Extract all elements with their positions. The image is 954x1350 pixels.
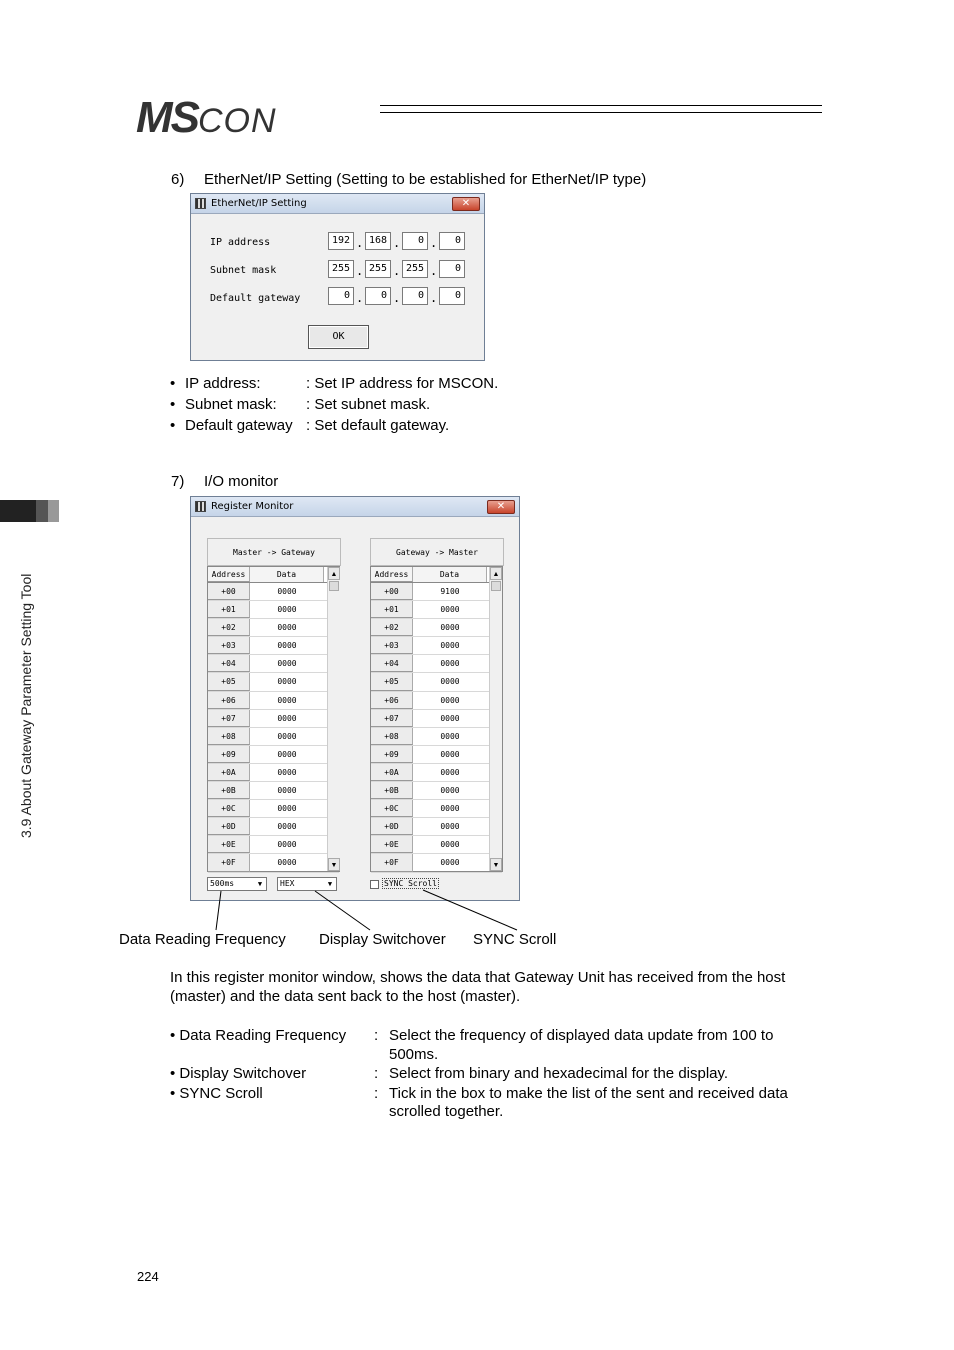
data-cell: 0000 — [440, 659, 460, 669]
data-cell: 0000 — [277, 587, 297, 596]
address-cell[interactable]: +07 — [371, 710, 413, 727]
table-row[interactable] — [371, 764, 502, 782]
data-cell: 0000 — [277, 858, 297, 868]
address-cell[interactable]: +0F — [371, 854, 413, 871]
right-rows — [371, 583, 502, 873]
definition-term: • SYNC Scroll — [170, 1085, 263, 1102]
logo-tail: CON — [198, 102, 277, 140]
data-cell: 0000 — [440, 858, 460, 868]
data-cell: 0000 — [440, 695, 460, 705]
address-cell[interactable]: +07 — [208, 710, 250, 727]
address-cell[interactable]: +05 — [208, 673, 250, 690]
scroll-thumb[interactable] — [491, 581, 501, 591]
table-row[interactable] — [371, 710, 502, 728]
left-rows — [208, 583, 339, 873]
data-cell: 0000 — [277, 840, 297, 850]
left-scrollbar[interactable] — [327, 567, 340, 871]
scroll-down-icon[interactable]: ▼ — [328, 858, 340, 871]
data-cell: 0000 — [277, 731, 297, 741]
definition-colon: : — [374, 1085, 379, 1102]
ip-octet-4[interactable]: 0 — [439, 232, 465, 250]
definition-desc-cont: scrolled together. — [389, 1103, 504, 1120]
data-cell: 0000 — [277, 749, 297, 759]
frequency-select[interactable] — [207, 877, 267, 891]
chevron-down-icon[interactable]: ▼ — [257, 880, 263, 888]
table-row[interactable] — [371, 746, 502, 764]
address-cell[interactable]: +01 — [208, 601, 250, 618]
bullet-subnet-mask — [170, 395, 175, 414]
register-monitor-window — [190, 496, 520, 901]
subnet-mask-label: Subnet mask — [210, 265, 277, 276]
dialog-titlebar — [191, 194, 484, 214]
ip-address-label: IP address — [210, 237, 271, 248]
header-rule-bottom — [380, 112, 822, 113]
ip-dot: . — [356, 236, 364, 250]
data-cell: 0000 — [440, 605, 460, 615]
data-cell: 0000 — [277, 677, 297, 687]
bullet-default-gateway — [170, 416, 175, 435]
ip-dot: . — [393, 264, 401, 278]
ethernet-ip-dialog — [190, 193, 485, 361]
bullet-desc: : Set IP address for MSCON. — [306, 375, 499, 392]
address-cell[interactable]: +0C — [208, 800, 250, 817]
bullet-term: Default gateway — [185, 417, 293, 434]
table-row[interactable] — [371, 782, 502, 800]
address-cell[interactable]: +0E — [208, 836, 250, 853]
address-cell[interactable]: +04 — [371, 655, 413, 672]
address-column-header[interactable]: Address — [208, 567, 250, 582]
callout-display: Display Switchover — [319, 931, 446, 948]
table-row[interactable] — [371, 836, 502, 854]
table-row[interactable] — [371, 800, 502, 818]
table-row[interactable] — [208, 854, 339, 872]
subnet-octet-4[interactable]: 0 — [439, 260, 465, 278]
definition-colon: : — [374, 1027, 379, 1044]
table-row[interactable] — [208, 692, 339, 710]
subnet-octet-2[interactable]: 255 — [365, 260, 391, 278]
table-row[interactable] — [208, 728, 339, 746]
table-header — [371, 567, 502, 583]
bullet-ip-address — [170, 374, 175, 393]
data-cell: 0000 — [277, 623, 297, 633]
scroll-up-icon[interactable]: ▲ — [328, 567, 340, 580]
definition-term: • Data Reading Frequency — [170, 1027, 347, 1044]
data-column-header[interactable]: Data — [250, 567, 324, 582]
definition-desc-cont: 500ms. — [389, 1046, 439, 1063]
window-titlebar — [191, 497, 519, 517]
address-cell[interactable]: +0B — [208, 782, 250, 799]
address-cell[interactable]: +0C — [371, 800, 413, 817]
close-icon[interactable]: ✕ — [452, 197, 480, 211]
gateway-octet-2[interactable]: 0 — [365, 287, 391, 305]
side-tab-bar-end — [48, 500, 59, 522]
table-row[interactable] — [208, 619, 339, 637]
data-cell: 0000 — [277, 605, 297, 615]
table-header — [208, 567, 339, 583]
address-cell[interactable]: +02 — [371, 619, 413, 636]
window-title: Register Monitor — [211, 501, 294, 512]
table-row[interactable] — [371, 818, 502, 836]
data-cell: 0000 — [440, 840, 460, 850]
display-select[interactable] — [277, 877, 337, 891]
data-cell: 0000 — [440, 749, 460, 759]
data-cell: 0000 — [277, 822, 297, 832]
data-column-header[interactable]: Data — [413, 567, 487, 582]
address-cell[interactable]: +03 — [371, 637, 413, 654]
table-row[interactable] — [371, 637, 502, 655]
sync-scroll-checkbox[interactable] — [370, 880, 379, 889]
ip-octet-1[interactable]: 192 — [328, 232, 354, 250]
definition-colon: : — [374, 1065, 379, 1082]
page-number: 224 — [137, 1269, 159, 1284]
data-cell: 0000 — [277, 804, 297, 814]
address-cell[interactable]: +0D — [371, 818, 413, 835]
table-row[interactable] — [208, 818, 339, 836]
section6-heading: EtherNet/IP Setting (Setting to be established for EtherNet/IP type) — [204, 171, 647, 188]
table-row[interactable] — [208, 655, 339, 673]
section7-number: 7) — [171, 473, 185, 490]
bullet-dot: • — [170, 396, 176, 413]
table-row[interactable] — [371, 601, 502, 619]
data-cell: 0000 — [440, 713, 460, 723]
ip-dot: . — [356, 291, 364, 305]
data-cell: 0000 — [440, 786, 460, 796]
data-cell: 0000 — [277, 659, 297, 669]
table-row[interactable] — [208, 637, 339, 655]
description-line-2: (master) and the data sent back to the host (master). — [170, 988, 521, 1005]
address-cell[interactable]: +00 — [208, 583, 250, 600]
address-cell[interactable]: +09 — [371, 746, 413, 763]
data-cell: 9100 — [440, 587, 460, 596]
data-cell: 0000 — [440, 767, 460, 777]
section6-number: 6) — [171, 171, 185, 188]
display-value: HEX — [280, 879, 295, 888]
table-row[interactable] — [208, 836, 339, 854]
data-cell: 0000 — [277, 695, 297, 705]
left-panel-title: Master -> Gateway — [207, 538, 341, 566]
bullet-desc: : Set default gateway. — [306, 417, 450, 434]
right-scrollbar[interactable] — [489, 567, 502, 871]
address-cell[interactable]: +08 — [371, 728, 413, 745]
sync-scroll-label[interactable]: SYNC Scroll — [384, 879, 437, 888]
app-icon — [195, 501, 206, 512]
data-cell: 0000 — [277, 786, 297, 796]
address-cell[interactable]: +08 — [208, 728, 250, 745]
side-tab-bar-mid — [36, 500, 48, 522]
scroll-down-icon[interactable]: ▼ — [490, 858, 502, 871]
data-cell: 0000 — [440, 804, 460, 814]
callout-frequency: Data Reading Frequency — [119, 931, 286, 948]
gateway-octet-4[interactable]: 0 — [439, 287, 465, 305]
ip-dot: . — [393, 236, 401, 250]
table-row[interactable] — [208, 673, 339, 691]
table-row[interactable] — [371, 583, 502, 601]
table-row[interactable] — [208, 800, 339, 818]
ip-dot: . — [393, 291, 401, 305]
data-cell: 0000 — [440, 623, 460, 633]
default-gateway-label: Default gateway — [210, 293, 301, 304]
scroll-thumb[interactable] — [329, 581, 339, 591]
close-icon[interactable]: ✕ — [487, 500, 515, 514]
ip-dot: . — [356, 264, 364, 278]
address-cell[interactable]: +0A — [371, 764, 413, 781]
gateway-octet-3[interactable]: 0 — [402, 287, 428, 305]
definition-desc: Select from binary and hexadecimal for the display. — [389, 1065, 729, 1082]
data-cell: 0000 — [440, 731, 460, 741]
address-cell[interactable]: +01 — [371, 601, 413, 618]
address-cell[interactable]: +0B — [371, 782, 413, 799]
side-tab-label: 3.9 About Gateway Parameter Setting Tool — [18, 573, 34, 838]
header-rule-top — [380, 105, 822, 106]
table-row[interactable] — [371, 854, 502, 872]
definition-term: • Display Switchover — [170, 1065, 307, 1082]
side-tab-bar — [0, 500, 36, 522]
table-row[interactable] — [208, 782, 339, 800]
description-line-1: In this register monitor window, shows the data that Gateway Unit has received from the host — [170, 969, 786, 986]
address-cell[interactable]: +06 — [371, 692, 413, 709]
right-register-table[interactable] — [370, 566, 503, 872]
data-cell: 0000 — [440, 822, 460, 832]
bullet-dot: • — [170, 375, 176, 392]
address-cell[interactable]: +0D — [208, 818, 250, 835]
frequency-value: 500ms — [210, 879, 235, 888]
data-cell: 0000 — [277, 713, 297, 723]
table-row[interactable] — [208, 764, 339, 782]
data-cell: 0000 — [277, 641, 297, 651]
subnet-octet-1[interactable]: 255 — [328, 260, 354, 278]
table-row[interactable] — [371, 728, 502, 746]
ip-dot: . — [430, 264, 438, 278]
address-cell[interactable]: +02 — [208, 619, 250, 636]
definition-desc: Tick in the box to make the list of the sent and received data — [389, 1085, 788, 1102]
table-row[interactable] — [371, 619, 502, 637]
section7-heading: I/O monitor — [204, 473, 279, 490]
definition-desc: Select the frequency of displayed data update from 100 to — [389, 1027, 774, 1044]
mscon-logo — [136, 93, 277, 142]
left-register-table[interactable] — [207, 566, 340, 872]
chevron-down-icon[interactable]: ▼ — [327, 880, 333, 888]
scroll-up-icon[interactable]: ▲ — [490, 567, 502, 580]
bullet-dot: • — [170, 417, 176, 434]
address-cell[interactable]: +03 — [208, 637, 250, 654]
address-cell[interactable]: +0A — [208, 764, 250, 781]
table-row[interactable] — [208, 746, 339, 764]
address-cell[interactable]: +04 — [208, 655, 250, 672]
ok-button[interactable]: OK — [308, 325, 369, 349]
app-icon — [195, 198, 206, 209]
table-row[interactable] — [208, 583, 339, 601]
data-cell: 0000 — [277, 767, 297, 777]
bullet-desc: : Set subnet mask. — [306, 396, 431, 413]
table-row[interactable] — [371, 673, 502, 691]
ip-dot: . — [430, 236, 438, 250]
table-row[interactable] — [208, 601, 339, 619]
ip-octet-2[interactable]: 168 — [365, 232, 391, 250]
logo-main: MS — [136, 93, 198, 142]
dialog-title: EtherNet/IP Setting — [211, 198, 307, 209]
address-cell[interactable]: +05 — [371, 673, 413, 690]
right-panel-title: Gateway -> Master — [370, 538, 504, 566]
data-cell: 0000 — [440, 677, 460, 687]
table-row[interactable] — [371, 655, 502, 673]
data-cell: 0000 — [440, 641, 460, 651]
address-cell[interactable]: +00 — [371, 583, 413, 600]
ip-dot: . — [430, 291, 438, 305]
address-column-header[interactable]: Address — [371, 567, 413, 582]
bullet-term: Subnet mask: — [185, 396, 277, 413]
ip-octet-3[interactable]: 0 — [402, 232, 428, 250]
callout-sync: SYNC Scroll — [473, 931, 557, 948]
bullet-term: IP address: — [185, 375, 261, 392]
address-cell[interactable]: +09 — [208, 746, 250, 763]
address-cell[interactable]: +0E — [371, 836, 413, 853]
table-row[interactable] — [371, 692, 502, 710]
address-cell[interactable]: +0F — [208, 854, 250, 871]
gateway-octet-1[interactable]: 0 — [328, 287, 354, 305]
subnet-octet-3[interactable]: 255 — [402, 260, 428, 278]
address-cell[interactable]: +06 — [208, 692, 250, 709]
table-row[interactable] — [208, 710, 339, 728]
